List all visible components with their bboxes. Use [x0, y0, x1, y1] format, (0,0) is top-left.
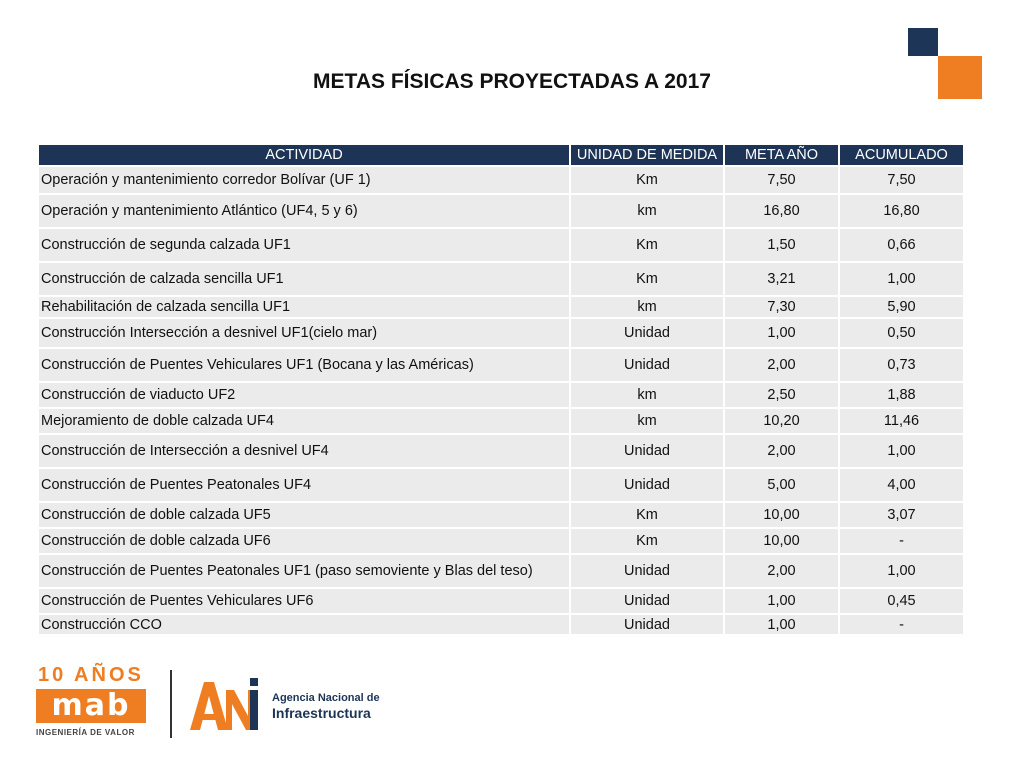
cell-acumulado: 16,80 [839, 194, 963, 228]
table-row [39, 588, 963, 614]
ani-name-line2: Infraestructura [272, 705, 371, 721]
cell-meta-ano: 10,00 [724, 502, 839, 528]
header-meta-ano: META AÑO [724, 145, 839, 166]
mab-logo [34, 664, 148, 742]
cell-actividad: Construcción de calzada sencilla UF1 [39, 262, 570, 296]
cell-meta-ano: 3,21 [724, 262, 839, 296]
cell-meta-ano: 2,00 [724, 554, 839, 588]
ani-name-line1: Agencia Nacional de [272, 692, 380, 704]
cell-meta-ano: 7,50 [724, 166, 839, 194]
cell-actividad: Construcción de segunda calzada UF1 [39, 228, 570, 262]
table-row [39, 296, 963, 318]
cell-unidad: Unidad [570, 434, 724, 468]
table-row [39, 348, 963, 382]
table-row [39, 502, 963, 528]
table-row [39, 554, 963, 588]
cell-meta-ano: 1,50 [724, 228, 839, 262]
cell-unidad: Km [570, 166, 724, 194]
cell-acumulado: 11,46 [839, 408, 963, 434]
table-body [39, 166, 963, 634]
cell-meta-ano: 2,50 [724, 382, 839, 408]
cell-meta-ano: 1,00 [724, 614, 839, 634]
table-row [39, 318, 963, 348]
logo-divider [170, 670, 172, 738]
cell-meta-ano: 7,30 [724, 296, 839, 318]
cell-unidad: Unidad [570, 588, 724, 614]
table-row [39, 468, 963, 502]
cell-unidad: Km [570, 262, 724, 296]
cell-actividad: Operación y mantenimiento corredor Bolívar (UF 1) [39, 166, 570, 194]
cell-meta-ano: 16,80 [724, 194, 839, 228]
ani-logo [188, 676, 378, 732]
mab-years-label: 10 AÑOS [38, 664, 144, 686]
cell-meta-ano: 1,00 [724, 588, 839, 614]
cell-acumulado: - [839, 528, 963, 554]
table-header-row [39, 145, 963, 166]
cell-actividad: Operación y mantenimiento Atlántico (UF4, 5 y 6) [39, 194, 570, 228]
cell-unidad: Unidad [570, 554, 724, 588]
mab-wordmark: mab [36, 689, 146, 723]
cell-meta-ano: 5,00 [724, 468, 839, 502]
cell-acumulado: 1,00 [839, 262, 963, 296]
cell-unidad: Km [570, 528, 724, 554]
slide-title: METAS FÍSICAS PROYECTADAS A 2017 [313, 70, 711, 93]
cell-actividad: Construcción de viaducto UF2 [39, 382, 570, 408]
cell-actividad: Construcción de Puentes Vehiculares UF6 [39, 588, 570, 614]
cell-acumulado: 1,00 [839, 434, 963, 468]
cell-acumulado: 3,07 [839, 502, 963, 528]
header-acumulado: ACUMULADO [839, 145, 963, 166]
header-actividad: ACTIVIDAD [39, 145, 570, 166]
table-row [39, 382, 963, 408]
cell-acumulado: 1,00 [839, 554, 963, 588]
cell-unidad: km [570, 408, 724, 434]
table-row [39, 408, 963, 434]
cell-meta-ano: 10,20 [724, 408, 839, 434]
table-row [39, 262, 963, 296]
cell-unidad: km [570, 296, 724, 318]
cell-unidad: km [570, 382, 724, 408]
cell-actividad: Construcción Intersección a desnivel UF1(cielo mar) [39, 318, 570, 348]
cell-unidad: Km [570, 228, 724, 262]
cell-unidad: Unidad [570, 468, 724, 502]
cell-unidad: Km [570, 502, 724, 528]
cell-actividad: Construcción de Puentes Vehiculares UF1 (Bocana y las Américas) [39, 348, 570, 382]
cell-acumulado: 0,66 [839, 228, 963, 262]
cell-unidad: Unidad [570, 318, 724, 348]
decorative-navy-square [908, 28, 938, 56]
cell-actividad: Rehabilitación de calzada sencilla UF1 [39, 296, 570, 318]
cell-acumulado: 0,45 [839, 588, 963, 614]
cell-meta-ano: 2,00 [724, 434, 839, 468]
cell-acumulado: 0,73 [839, 348, 963, 382]
mab-tagline: INGENIERÍA DE VALOR [36, 728, 135, 737]
cell-actividad: Mejoramiento de doble calzada UF4 [39, 408, 570, 434]
cell-acumulado: 1,88 [839, 382, 963, 408]
cell-acumulado: 7,50 [839, 166, 963, 194]
header-unidad-de-medida: UNIDAD DE MEDIDA [570, 145, 724, 166]
cell-actividad: Construcción de doble calzada UF5 [39, 502, 570, 528]
cell-actividad: Construcción de Puentes Peatonales UF1 (paso semoviente y Blas del teso) [39, 554, 570, 588]
table-row [39, 228, 963, 262]
goals-table [39, 145, 963, 634]
cell-acumulado: 0,50 [839, 318, 963, 348]
cell-unidad: Unidad [570, 614, 724, 634]
cell-meta-ano: 10,00 [724, 528, 839, 554]
cell-actividad: Construcción de doble calzada UF6 [39, 528, 570, 554]
table-row [39, 194, 963, 228]
cell-actividad: Construcción CCO [39, 614, 570, 634]
cell-acumulado: - [839, 614, 963, 634]
cell-meta-ano: 2,00 [724, 348, 839, 382]
cell-acumulado: 5,90 [839, 296, 963, 318]
table-row [39, 614, 963, 634]
cell-unidad: km [570, 194, 724, 228]
cell-actividad: Construcción de Intersección a desnivel UF4 [39, 434, 570, 468]
cell-meta-ano: 1,00 [724, 318, 839, 348]
cell-unidad: Unidad [570, 348, 724, 382]
table-row [39, 528, 963, 554]
ani-mark-icon [188, 676, 260, 732]
cell-actividad: Construcción de Puentes Peatonales UF4 [39, 468, 570, 502]
table-row [39, 434, 963, 468]
table-row [39, 166, 963, 194]
cell-acumulado: 4,00 [839, 468, 963, 502]
